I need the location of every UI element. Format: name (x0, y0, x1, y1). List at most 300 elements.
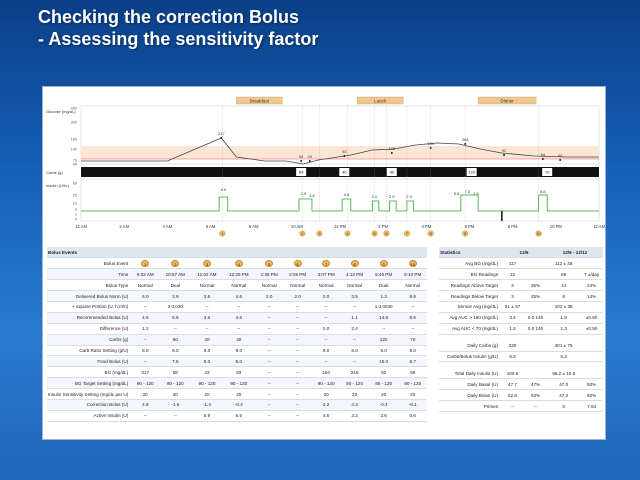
insulin-tick: 20 (72, 193, 77, 198)
event-number-badge: 7 (322, 260, 330, 267)
table-cell: 10:57 AM (159, 269, 191, 280)
glucose-reading-label: 60 (557, 153, 563, 158)
stats-label: Readings Above Target (439, 280, 501, 291)
table-cell: 90 - 120 (340, 378, 368, 389)
event-marker-label: 8 (429, 232, 432, 236)
table-row (47, 410, 427, 421)
glucose-tick: 300 (70, 120, 77, 125)
time-tick: 6 PM (464, 224, 475, 229)
stats-value: 0.0 14h (524, 323, 547, 334)
table-cell: 20 (131, 389, 159, 400)
table-cell: 6.0 (131, 291, 159, 302)
table-row (47, 323, 427, 334)
event-number (159, 258, 191, 269)
table-cell: 20 (340, 389, 368, 400)
stats-value: 8 (547, 291, 580, 302)
event-number-badge: 5 (265, 260, 273, 267)
event-number-badge: 9 (380, 260, 388, 267)
table-cell: 2.4 (340, 323, 368, 334)
event-number-badge: 10 (410, 261, 415, 267)
table-cell: -- (191, 323, 222, 334)
insulin-axis-label: Insulin (U/hr) (46, 183, 69, 188)
table-cell: -1.4 (191, 399, 222, 410)
table-row (47, 280, 427, 291)
carb-value: 70 (544, 169, 550, 175)
stats-label: Carbs/Bolus Insulin (g/U) (439, 351, 501, 362)
table-cell: -- (398, 301, 427, 312)
bolus-label: 8.6 (540, 189, 546, 194)
carb-value: 60 (298, 169, 304, 175)
stats-value: 6.3 (547, 351, 580, 362)
table-cell: 2.6 (369, 410, 399, 421)
table-cell: Dual (369, 280, 399, 291)
row-label: BG Target Setting (mg/dL) (47, 378, 131, 389)
stats-row (439, 379, 603, 390)
table-cell: 9:10 PM (398, 269, 427, 280)
stats-value: 24% (580, 280, 603, 291)
glucose-tick: 180 (70, 137, 77, 142)
stats-value: 6.3 (501, 351, 524, 362)
stats-value: 12 (501, 269, 524, 280)
stats-label: Avg BG (mg/dL) (439, 258, 501, 269)
table-cell: 8.0 (131, 345, 159, 356)
event-number-badge: 8 (351, 260, 359, 267)
stats-value: 14 (547, 280, 580, 291)
glucose-reading-label: 93 (342, 149, 347, 154)
table-cell: 1.2 (131, 323, 159, 334)
table-cell: 4.0 (312, 410, 340, 421)
table-cell: -- (340, 301, 368, 312)
stats-row (439, 390, 603, 401)
table-cell: 3:07 PM (312, 269, 340, 280)
row-label: Delivered Bolus Norm (U) (47, 291, 131, 302)
stats-value (580, 351, 603, 362)
table-cell: 3.2 (340, 410, 368, 421)
stats-value (580, 301, 603, 312)
stats-value (580, 340, 603, 351)
stats-row (439, 312, 603, 323)
table-cell: -- (131, 334, 159, 345)
table-cell: -- (283, 356, 311, 367)
stats-row (439, 323, 603, 334)
table-cell: -- (283, 334, 311, 345)
table-cell: 20 (159, 389, 191, 400)
stats-value (580, 368, 603, 379)
table-cell: 8.0 (223, 345, 255, 356)
table-cell: 70 (398, 334, 427, 345)
stats-value: 50% (580, 379, 603, 390)
bolus-label: 7.3 (464, 189, 471, 194)
bolus-label: 6.0 (220, 187, 227, 192)
table-cell: 216 (340, 367, 368, 378)
table-cell: 8.7 (398, 356, 427, 367)
glucose-reading-label: 217 (217, 131, 225, 136)
table-cell: 5.9 (191, 410, 222, 421)
table-cell: -- (255, 367, 283, 378)
row-label: Difference (U) (47, 323, 131, 334)
stats-label: Daily Bolus (U) (439, 390, 501, 401)
stats-value: 3 (501, 291, 524, 302)
table-cell: -- (255, 345, 283, 356)
table-cell: 58 (398, 367, 427, 378)
stats-value (524, 351, 547, 362)
event-marker-label: 2 (301, 232, 304, 236)
event-number (369, 258, 399, 269)
table-cell: 43 (191, 367, 222, 378)
stats-row (439, 280, 603, 291)
table-cell: 2.0 (312, 323, 340, 334)
stats-value: 96.2 ± 10.6 (547, 368, 580, 379)
table-cell: -- (283, 323, 311, 334)
table-row (47, 399, 427, 410)
glucose-reading (391, 152, 393, 154)
stats-row (439, 291, 603, 302)
table-cell: -- (283, 367, 311, 378)
time-tick: 2 AM (119, 224, 129, 229)
row-label: Carbs (g) (47, 334, 131, 345)
table-cell: -- (159, 410, 191, 421)
table-cell: -- (340, 356, 368, 367)
table-cell: 4.8 (131, 399, 159, 410)
table-cell: -- (131, 301, 159, 312)
time-tick: 10 PM (549, 224, 562, 229)
event-number-badge: 4 (235, 260, 243, 267)
stats-label: Avg AUC < 70 (mg/dL) (439, 323, 501, 334)
stats-row (439, 401, 603, 412)
stats-header-row (439, 247, 603, 258)
table-cell: 3.6 (191, 312, 222, 323)
table-cell: -1.6 (159, 399, 191, 410)
table-cell: 1.3 (369, 291, 399, 302)
glucose-reading-label: 43 (307, 154, 313, 159)
daily-chart (43, 87, 607, 237)
table-cell: 90 - 120 (159, 378, 191, 389)
bolus-label: 3.6 (309, 193, 315, 198)
bolus-label: 2.0 (406, 194, 412, 199)
table-row (47, 378, 427, 389)
table-cell: -- (283, 345, 311, 356)
table-cell: -- (398, 323, 427, 334)
bolus-label: 2.0 (389, 194, 395, 199)
stats-value: 69 (547, 269, 580, 280)
table-cell: 3.5 (340, 291, 368, 302)
table-cell: 4.3 (340, 399, 368, 410)
table-cell: 14.8 (369, 312, 399, 323)
table-cell: 4.6 (223, 291, 255, 302)
event-number (255, 258, 283, 269)
table-cell: -- (369, 323, 399, 334)
stats-value: -- (524, 401, 547, 412)
stats-label: Daily Carbs (g) (439, 340, 501, 351)
carbs-axis-label: Carbs (g) (46, 170, 63, 175)
table-cell: 93 (223, 367, 255, 378)
stats-value: ±0.5h (580, 312, 603, 323)
table-cell: -- (131, 356, 159, 367)
table-cell: -- (312, 356, 340, 367)
table-cell: -0.4 (369, 399, 399, 410)
table-cell: -- (283, 301, 311, 312)
meal-label: Lunch (374, 98, 387, 104)
stats-value: 47.0 (547, 379, 580, 390)
table-row (47, 312, 427, 323)
carb-value: 40 (342, 169, 347, 175)
insulin-tick: 1 (74, 212, 77, 217)
event-marker-label: 7 (405, 232, 408, 236)
table-cell: 90 - 120 (223, 378, 255, 389)
table-row (47, 367, 427, 378)
table-cell: 5.0 (191, 356, 222, 367)
table-cell: Normal (398, 280, 427, 291)
stats-title: Statistics (439, 247, 501, 258)
glucose-reading (220, 137, 222, 139)
stats-value (524, 368, 547, 379)
stats-value: 47.7 (501, 379, 524, 390)
header-label: Bolus Event (47, 258, 131, 269)
table-cell: 20 (312, 389, 340, 400)
insulin-tick: 60 (72, 181, 77, 186)
stats-value: 100.6 (501, 368, 524, 379)
table-cell: Dual (159, 280, 191, 291)
row-label: Active Insulin (U) (47, 410, 131, 421)
table-cell: 3.6 (191, 291, 222, 302)
table-cell: Normal (255, 280, 283, 291)
table-cell: 164 (312, 367, 340, 378)
table-cell: -- (255, 356, 283, 367)
stats-value: 47% (524, 379, 547, 390)
stats-label: Readings Below Target (439, 291, 501, 302)
stats-label: Total Daily Insulin (U) (439, 368, 501, 379)
table-cell: 217 (131, 367, 159, 378)
table-row (47, 269, 427, 280)
event-marker-label: 3 (318, 232, 321, 236)
row-label: + Square Portion (U, h:mm) (47, 301, 131, 312)
table-cell: -- (191, 301, 222, 312)
glucose-reading (309, 160, 311, 162)
table-cell: -- (131, 410, 159, 421)
table-cell: 8.0 (159, 345, 191, 356)
table-cell: 90 - 120 (191, 378, 222, 389)
time-tick: 8 AM (248, 224, 259, 229)
stats-col-header: 12/6 - 12/12 (547, 247, 603, 258)
glucose-reading (559, 159, 561, 161)
row-label: Bolus Type (47, 280, 131, 291)
table-cell: 8.0 (312, 345, 340, 356)
event-number-badge: 2 (171, 260, 179, 267)
table-cell: 8.0 (369, 345, 399, 356)
stats-value: 52.8 (501, 390, 524, 401)
table-cell: 7.5 (159, 356, 191, 367)
meal-label: Breakfast (249, 98, 269, 104)
stats-value: 1.3 (547, 323, 580, 334)
stats-value: -- (501, 401, 524, 412)
stats-value: 51 ± 37 (501, 301, 524, 312)
row-label: Food Bolus (U) (47, 356, 131, 367)
stats-value: 47.2 (547, 390, 580, 401)
stats-value: 1.9 (547, 312, 580, 323)
stats-value: 25% (524, 280, 547, 291)
stats-value: 330 (501, 340, 524, 351)
event-marker-label: 4 (346, 232, 349, 236)
row-label: BG (mg/dL) (47, 367, 131, 378)
slide-title (38, 6, 318, 50)
insulin-tick: 0 (74, 217, 77, 222)
row-label: Carb Ratio Setting (g/U) (47, 345, 131, 356)
event-number (223, 258, 255, 269)
stats-label: BG Readings (439, 269, 501, 280)
table-cell: -- (255, 312, 283, 323)
time-tick: 6 AM (205, 224, 216, 229)
glucose-reading (542, 158, 544, 160)
stats-value (524, 340, 547, 351)
table-cell: Normal (131, 280, 159, 291)
table-cell: 20 (223, 389, 255, 400)
glucose-reading-label: 54 (540, 152, 546, 157)
event-number (131, 258, 159, 269)
stats-value: 3.4 (501, 312, 524, 323)
table-cell: 1.3,0030 (369, 301, 399, 312)
table-cell: -- (255, 301, 283, 312)
event-marker-label: 9 (464, 232, 467, 236)
insulin-tick: 10 (72, 201, 77, 206)
table-cell: 92 (369, 367, 399, 378)
stats-value (524, 258, 547, 269)
glucose-tick: 70 (72, 158, 77, 163)
glucose-tick: 140 (70, 147, 77, 152)
table-cell: 5.0 (223, 356, 255, 367)
glucose-tick: 40 (72, 162, 77, 167)
tables-area (47, 247, 603, 437)
stats-row (439, 368, 603, 379)
table-cell: -- (283, 312, 311, 323)
bolus-label: 2.0 (371, 194, 378, 199)
table-cell: 15.0 (369, 356, 399, 367)
stats-row (439, 351, 603, 362)
table-cell: -- (159, 323, 191, 334)
time-tick: 4 AM (162, 224, 173, 229)
event-marker-label: 5 (373, 232, 376, 236)
table-cell: 8.0 (340, 345, 368, 356)
table-cell: -0.1 (398, 399, 427, 410)
table-cell: 8.0 (398, 345, 427, 356)
glucose-reading-label: 208 (461, 137, 469, 142)
time-tick: 12 PM (333, 224, 347, 229)
table-cell: -- (255, 389, 283, 400)
table-row (47, 301, 427, 312)
glucose-reading (343, 155, 345, 157)
event-number-badge: 1 (141, 260, 149, 267)
table-cell: -- (312, 334, 340, 345)
table-cell: Normal (283, 280, 311, 291)
event-number-badge: 3 (203, 260, 211, 267)
table-cell: 20 (191, 389, 222, 400)
stats-row (439, 258, 603, 269)
table-row (47, 345, 427, 356)
table-cell: Normal (223, 280, 255, 291)
table-cell: -- (255, 334, 283, 345)
time-tick: 12 AM (593, 224, 605, 229)
event-marker-label: 1 (221, 232, 224, 236)
table-cell: 2.0 (283, 291, 311, 302)
table-cell: 90 - 120 (312, 378, 340, 389)
table-cell: -- (312, 301, 340, 312)
table-cell: 20 (369, 389, 399, 400)
table-cell: -0.4 (223, 399, 255, 410)
event-number (340, 258, 368, 269)
table-cell: 4:12 PM (340, 269, 368, 280)
row-label: Insulin Sensitivity Setting (mg/dL per U) (47, 389, 131, 400)
insulin-plot (81, 179, 599, 221)
stats-value: 102 ± 36 (547, 301, 580, 312)
table-cell: 20 (398, 389, 427, 400)
glucose-reading-label: 184 (427, 141, 434, 146)
stats-label: Avg AUC > 180 (mg/dL) (439, 312, 501, 323)
stats-value: 7 ±/day (580, 269, 603, 280)
stats-value: 117 (501, 258, 524, 269)
stats-value: 50% (580, 390, 603, 401)
table-cell: 6:32 AM (131, 269, 159, 280)
table-cell: -- (223, 301, 255, 312)
table-cell: -- (340, 334, 368, 345)
table-cell: -- (255, 410, 283, 421)
statistics-table (439, 247, 603, 412)
carb-value: 40 (389, 169, 395, 175)
time-tick: 10 AM (290, 224, 303, 229)
stats-label: Primes (439, 401, 501, 412)
glucose-axis-label: Glucose (mg/dL) (46, 109, 76, 114)
table-cell: 5:46 PM (369, 269, 399, 280)
table-cell: 2.0 (255, 291, 283, 302)
table-title-row (47, 247, 427, 258)
stats-value: 53% (524, 390, 547, 401)
table-cell: -- (283, 378, 311, 389)
stats-value: 14% (580, 291, 603, 302)
table-row (47, 291, 427, 302)
table-cell: -- (223, 323, 255, 334)
event-marker-label: 10 (536, 232, 541, 236)
table-cell: -- (255, 399, 283, 410)
table-cell: 4.6 (223, 312, 255, 323)
table-cell: 2:08 PM (283, 269, 311, 280)
stats-value: 25% (524, 291, 547, 302)
stats-value: 6 (547, 401, 580, 412)
carb-value: 120 (468, 169, 476, 175)
slide-title-line-2: - Assessing the sensitivity factor (38, 29, 319, 49)
table-cell: 0.6 (398, 410, 427, 421)
table-cell: 2.0 (312, 291, 340, 302)
table-cell: 11:02 AM (191, 269, 222, 280)
table-cell: Normal (312, 280, 340, 291)
table-title: Bolus Events (47, 247, 427, 258)
bolus-label: 2.9 (300, 191, 307, 196)
table-cell: 2.2 (312, 399, 340, 410)
glucose-tick: 400 (70, 106, 77, 111)
event-number-badge: 6 (294, 260, 302, 267)
report-panel (42, 86, 606, 440)
table-cell: 90 - 120 (369, 378, 399, 389)
stats-row (439, 269, 603, 280)
time-tick: 2 PM (378, 224, 389, 229)
time-tick: 12 AM (75, 224, 87, 229)
stats-label: Daily Basal (U) (439, 379, 501, 390)
stats-value: 301 ± 75 (547, 340, 580, 351)
stats-value (524, 301, 547, 312)
stats-label: Sensor Avg (mg/dL) (439, 301, 501, 312)
stats-value: ±0.5h (580, 323, 603, 334)
row-label: Recommended Bolus (U) (47, 312, 131, 323)
table-row (47, 356, 427, 367)
stats-value (580, 258, 603, 269)
event-number (283, 258, 311, 269)
